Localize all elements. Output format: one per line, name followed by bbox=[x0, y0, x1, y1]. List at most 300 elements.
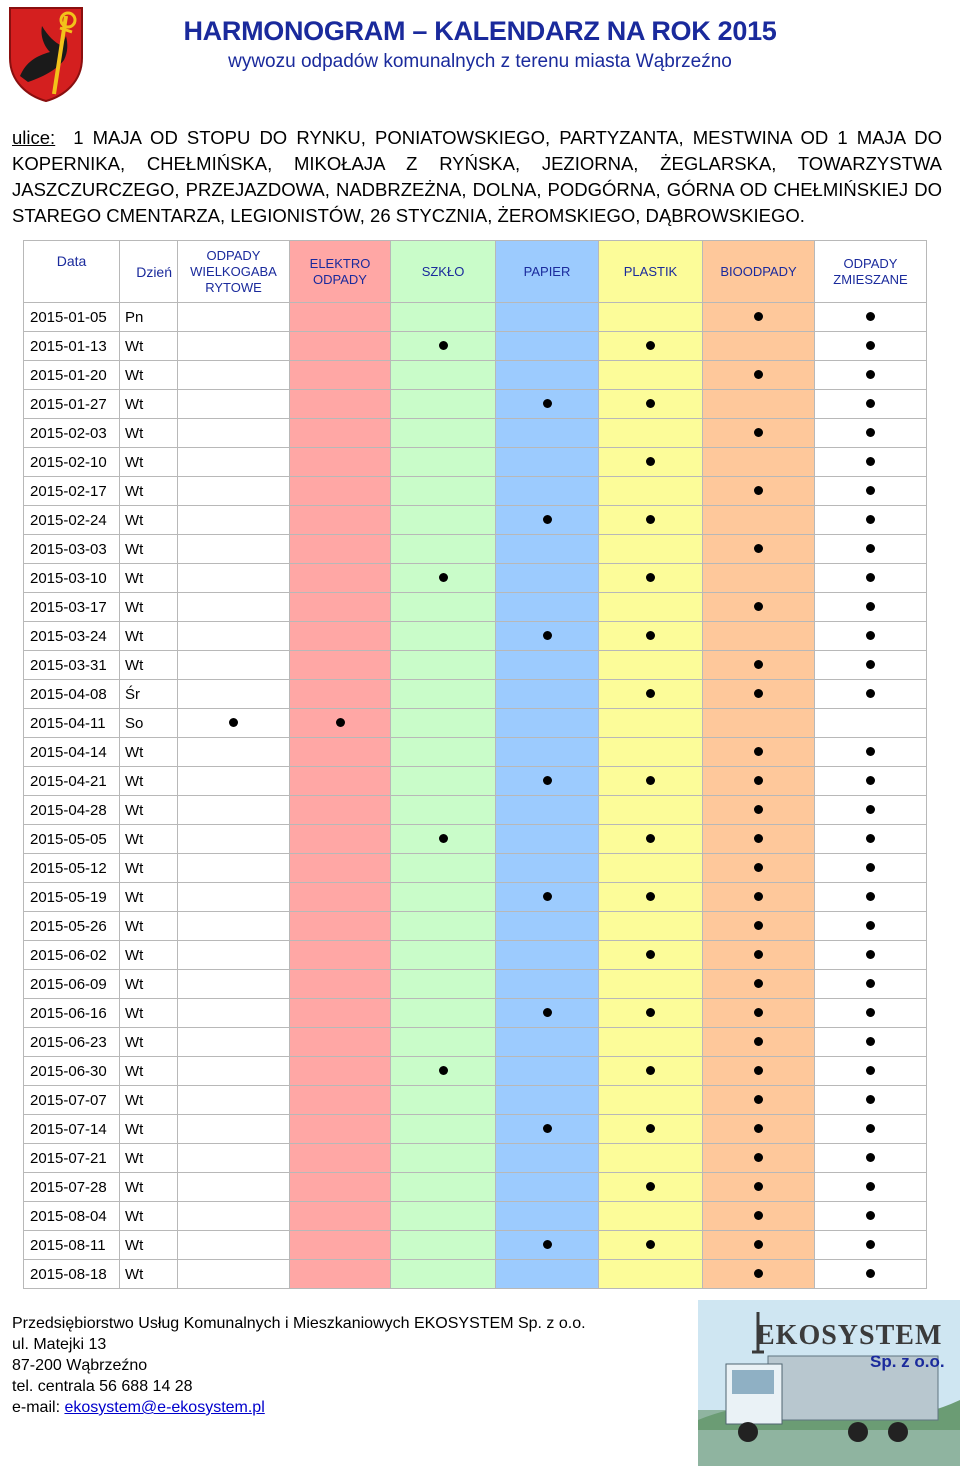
row-day: Wt bbox=[120, 1057, 178, 1086]
collection-marker-icon bbox=[543, 892, 552, 901]
collection-marker-icon bbox=[866, 1066, 875, 1075]
cell-wielkogabarytowe bbox=[178, 1202, 290, 1231]
cell-plastik bbox=[599, 709, 703, 738]
row-date: 2015-04-14 bbox=[24, 738, 120, 767]
cell-wielkogabarytowe bbox=[178, 767, 290, 796]
company-name: Przedsiębiorstwo Usług Komunalnych i Mieszkaniowych EKOSYSTEM Sp. z o.o. bbox=[12, 1315, 586, 1332]
collection-marker-icon bbox=[866, 776, 875, 785]
schedule-body bbox=[24, 303, 927, 1289]
cell-elektro bbox=[290, 1028, 391, 1057]
cell-wielkogabarytowe bbox=[178, 622, 290, 651]
cell-papier bbox=[496, 303, 599, 332]
cell-szklo bbox=[391, 361, 496, 390]
cell-bio bbox=[703, 1202, 815, 1231]
cell-zmieszane bbox=[815, 332, 927, 361]
collection-marker-icon bbox=[543, 399, 552, 408]
cell-zmieszane bbox=[815, 825, 927, 854]
cell-elektro bbox=[290, 912, 391, 941]
cell-bio bbox=[703, 1028, 815, 1057]
cell-bio bbox=[703, 419, 815, 448]
cell-szklo bbox=[391, 854, 496, 883]
logo-suffix: Sp. z o.o. bbox=[870, 1352, 945, 1371]
cell-bio bbox=[703, 564, 815, 593]
cell-zmieszane bbox=[815, 1231, 927, 1260]
collection-marker-icon bbox=[754, 747, 763, 756]
collection-marker-icon bbox=[866, 1211, 875, 1220]
cell-wielkogabarytowe bbox=[178, 332, 290, 361]
cell-plastik bbox=[599, 680, 703, 709]
cell-bio bbox=[703, 883, 815, 912]
table-row bbox=[24, 1173, 927, 1202]
collection-marker-icon bbox=[754, 689, 763, 698]
cell-elektro bbox=[290, 303, 391, 332]
cell-plastik bbox=[599, 1260, 703, 1289]
cell-wielkogabarytowe bbox=[178, 709, 290, 738]
header-data: Data bbox=[24, 241, 120, 303]
cell-bio bbox=[703, 477, 815, 506]
collection-marker-icon bbox=[754, 1153, 763, 1162]
cell-zmieszane bbox=[815, 506, 927, 535]
cell-zmieszane bbox=[815, 622, 927, 651]
cell-papier bbox=[496, 1173, 599, 1202]
collection-marker-icon bbox=[646, 1182, 655, 1191]
cell-szklo bbox=[391, 941, 496, 970]
table-row bbox=[24, 970, 927, 999]
row-day: Wt bbox=[120, 1028, 178, 1057]
collection-marker-icon bbox=[754, 1240, 763, 1249]
cell-zmieszane bbox=[815, 448, 927, 477]
row-day: Wt bbox=[120, 1173, 178, 1202]
cell-szklo bbox=[391, 593, 496, 622]
company-contact bbox=[12, 1313, 586, 1418]
cell-elektro bbox=[290, 448, 391, 477]
cell-plastik bbox=[599, 1115, 703, 1144]
cell-wielkogabarytowe bbox=[178, 680, 290, 709]
cell-elektro bbox=[290, 535, 391, 564]
cell-wielkogabarytowe bbox=[178, 1260, 290, 1289]
cell-zmieszane bbox=[815, 651, 927, 680]
row-date: 2015-06-02 bbox=[24, 941, 120, 970]
collection-marker-icon bbox=[646, 515, 655, 524]
cell-elektro bbox=[290, 738, 391, 767]
cell-plastik bbox=[599, 1144, 703, 1173]
cell-plastik bbox=[599, 970, 703, 999]
cell-bio bbox=[703, 1173, 815, 1202]
cell-szklo bbox=[391, 477, 496, 506]
cell-elektro bbox=[290, 1173, 391, 1202]
cell-bio bbox=[703, 941, 815, 970]
cell-plastik bbox=[599, 564, 703, 593]
cell-szklo bbox=[391, 651, 496, 680]
row-day: Wt bbox=[120, 1260, 178, 1289]
collection-marker-icon bbox=[866, 1124, 875, 1133]
cell-bio bbox=[703, 651, 815, 680]
company-street: ul. Matejki 13 bbox=[12, 1336, 107, 1353]
cell-wielkogabarytowe bbox=[178, 1057, 290, 1086]
cell-elektro bbox=[290, 883, 391, 912]
row-day: Śr bbox=[120, 680, 178, 709]
row-date: 2015-03-03 bbox=[24, 535, 120, 564]
table-row bbox=[24, 1028, 927, 1057]
cell-elektro bbox=[290, 361, 391, 390]
collection-marker-icon bbox=[646, 399, 655, 408]
row-date: 2015-05-05 bbox=[24, 825, 120, 854]
table-row bbox=[24, 622, 927, 651]
cell-zmieszane bbox=[815, 941, 927, 970]
row-day: Wt bbox=[120, 477, 178, 506]
cell-zmieszane bbox=[815, 854, 927, 883]
cell-bio bbox=[703, 825, 815, 854]
cell-zmieszane bbox=[815, 680, 927, 709]
cell-zmieszane bbox=[815, 361, 927, 390]
cell-papier bbox=[496, 999, 599, 1028]
cell-plastik bbox=[599, 883, 703, 912]
cell-bio bbox=[703, 332, 815, 361]
row-date: 2015-07-14 bbox=[24, 1115, 120, 1144]
email-label: e-mail: bbox=[12, 1399, 65, 1416]
row-date: 2015-05-26 bbox=[24, 912, 120, 941]
cell-bio bbox=[703, 303, 815, 332]
cell-szklo bbox=[391, 912, 496, 941]
collection-marker-icon bbox=[754, 1008, 763, 1017]
cell-elektro bbox=[290, 622, 391, 651]
cell-papier bbox=[496, 1231, 599, 1260]
cell-papier bbox=[496, 1115, 599, 1144]
collection-marker-icon bbox=[646, 950, 655, 959]
cell-elektro bbox=[290, 970, 391, 999]
table-row bbox=[24, 564, 927, 593]
cell-papier bbox=[496, 796, 599, 825]
cell-papier bbox=[496, 448, 599, 477]
row-date: 2015-02-10 bbox=[24, 448, 120, 477]
cell-zmieszane bbox=[815, 1260, 927, 1289]
row-date: 2015-03-17 bbox=[24, 593, 120, 622]
cell-papier bbox=[496, 1144, 599, 1173]
cell-wielkogabarytowe bbox=[178, 912, 290, 941]
cell-papier bbox=[496, 1028, 599, 1057]
cell-papier bbox=[496, 390, 599, 419]
collection-marker-icon bbox=[229, 718, 238, 727]
cell-plastik bbox=[599, 825, 703, 854]
collection-marker-icon bbox=[866, 312, 875, 321]
table-row bbox=[24, 477, 927, 506]
cell-wielkogabarytowe bbox=[178, 535, 290, 564]
collection-marker-icon bbox=[866, 544, 875, 553]
cell-bio bbox=[703, 1231, 815, 1260]
collection-marker-icon bbox=[646, 834, 655, 843]
row-date: 2015-06-16 bbox=[24, 999, 120, 1028]
cell-elektro bbox=[290, 767, 391, 796]
cell-plastik bbox=[599, 767, 703, 796]
table-row bbox=[24, 825, 927, 854]
cell-papier bbox=[496, 680, 599, 709]
email-link[interactable]: ekosystem@e-ekosystem.pl bbox=[64, 1399, 265, 1416]
row-date: 2015-01-27 bbox=[24, 390, 120, 419]
table-row bbox=[24, 1144, 927, 1173]
row-day: Wt bbox=[120, 1202, 178, 1231]
cell-bio bbox=[703, 970, 815, 999]
cell-zmieszane bbox=[815, 767, 927, 796]
collection-marker-icon bbox=[866, 1269, 875, 1278]
cell-zmieszane bbox=[815, 912, 927, 941]
collection-marker-icon bbox=[866, 370, 875, 379]
cell-plastik bbox=[599, 303, 703, 332]
row-day: Pn bbox=[120, 303, 178, 332]
cell-szklo bbox=[391, 825, 496, 854]
collection-marker-icon bbox=[754, 1124, 763, 1133]
row-date: 2015-03-10 bbox=[24, 564, 120, 593]
row-date: 2015-08-04 bbox=[24, 1202, 120, 1231]
cell-szklo bbox=[391, 1144, 496, 1173]
collection-marker-icon bbox=[646, 689, 655, 698]
collection-marker-icon bbox=[646, 1066, 655, 1075]
cell-elektro bbox=[290, 1086, 391, 1115]
cell-wielkogabarytowe bbox=[178, 651, 290, 680]
cell-szklo bbox=[391, 709, 496, 738]
cell-elektro bbox=[290, 680, 391, 709]
cell-bio bbox=[703, 361, 815, 390]
cell-papier bbox=[496, 564, 599, 593]
cell-zmieszane bbox=[815, 738, 927, 767]
cell-bio bbox=[703, 738, 815, 767]
collection-marker-icon bbox=[543, 1124, 552, 1133]
collection-marker-icon bbox=[439, 1066, 448, 1075]
cell-elektro bbox=[290, 1260, 391, 1289]
cell-elektro bbox=[290, 651, 391, 680]
collection-marker-icon bbox=[439, 341, 448, 350]
collection-marker-icon bbox=[866, 834, 875, 843]
cell-papier bbox=[496, 825, 599, 854]
cell-plastik bbox=[599, 419, 703, 448]
header-dzien: Dzień bbox=[120, 241, 178, 303]
cell-bio bbox=[703, 796, 815, 825]
cell-papier bbox=[496, 622, 599, 651]
table-row bbox=[24, 651, 927, 680]
row-day: Wt bbox=[120, 1144, 178, 1173]
cell-elektro bbox=[290, 1057, 391, 1086]
row-date: 2015-04-21 bbox=[24, 767, 120, 796]
table-row bbox=[24, 1057, 927, 1086]
collection-marker-icon bbox=[754, 834, 763, 843]
table-row bbox=[24, 448, 927, 477]
header-plastik: PLASTIK bbox=[599, 241, 703, 303]
page-header bbox=[180, 14, 780, 76]
cell-plastik bbox=[599, 535, 703, 564]
collection-marker-icon bbox=[866, 1153, 875, 1162]
cell-szklo bbox=[391, 1028, 496, 1057]
row-date: 2015-08-11 bbox=[24, 1231, 120, 1260]
cell-papier bbox=[496, 1260, 599, 1289]
table-row bbox=[24, 883, 927, 912]
cell-zmieszane bbox=[815, 1173, 927, 1202]
row-day: Wt bbox=[120, 970, 178, 999]
collection-marker-icon bbox=[754, 1037, 763, 1046]
cell-plastik bbox=[599, 332, 703, 361]
cell-papier bbox=[496, 1202, 599, 1231]
collection-marker-icon bbox=[866, 428, 875, 437]
cell-wielkogabarytowe bbox=[178, 1028, 290, 1057]
collection-marker-icon bbox=[336, 718, 345, 727]
header-papier: PAPIER bbox=[496, 241, 599, 303]
table-row bbox=[24, 680, 927, 709]
cell-plastik bbox=[599, 1086, 703, 1115]
collection-marker-icon bbox=[754, 776, 763, 785]
row-day: So bbox=[120, 709, 178, 738]
row-date: 2015-06-09 bbox=[24, 970, 120, 999]
collection-marker-icon bbox=[754, 950, 763, 959]
row-day: Wt bbox=[120, 419, 178, 448]
cell-plastik bbox=[599, 1231, 703, 1260]
cell-zmieszane bbox=[815, 564, 927, 593]
row-date: 2015-08-18 bbox=[24, 1260, 120, 1289]
row-date: 2015-06-30 bbox=[24, 1057, 120, 1086]
row-date: 2015-02-24 bbox=[24, 506, 120, 535]
cell-papier bbox=[496, 477, 599, 506]
schedule-table bbox=[23, 240, 927, 1289]
table-row bbox=[24, 767, 927, 796]
collection-marker-icon bbox=[866, 863, 875, 872]
table-row bbox=[24, 390, 927, 419]
collection-marker-icon bbox=[646, 892, 655, 901]
cell-elektro bbox=[290, 390, 391, 419]
collection-marker-icon bbox=[866, 573, 875, 582]
cell-zmieszane bbox=[815, 1028, 927, 1057]
cell-szklo bbox=[391, 999, 496, 1028]
cell-elektro bbox=[290, 796, 391, 825]
collection-marker-icon bbox=[866, 457, 875, 466]
cell-szklo bbox=[391, 303, 496, 332]
collection-marker-icon bbox=[866, 486, 875, 495]
cell-szklo bbox=[391, 1115, 496, 1144]
cell-plastik bbox=[599, 1173, 703, 1202]
cell-wielkogabarytowe bbox=[178, 854, 290, 883]
collection-marker-icon bbox=[754, 312, 763, 321]
header-row bbox=[24, 241, 927, 303]
cell-bio bbox=[703, 622, 815, 651]
cell-plastik bbox=[599, 622, 703, 651]
row-day: Wt bbox=[120, 825, 178, 854]
cell-bio bbox=[703, 709, 815, 738]
cell-wielkogabarytowe bbox=[178, 825, 290, 854]
collection-marker-icon bbox=[754, 660, 763, 669]
row-day: Wt bbox=[120, 390, 178, 419]
row-day: Wt bbox=[120, 593, 178, 622]
cell-papier bbox=[496, 767, 599, 796]
header-zmieszane: ODPADY ZMIESZANE bbox=[815, 241, 927, 303]
cell-wielkogabarytowe bbox=[178, 448, 290, 477]
cell-plastik bbox=[599, 506, 703, 535]
cell-zmieszane bbox=[815, 1086, 927, 1115]
cell-elektro bbox=[290, 332, 391, 361]
collection-marker-icon bbox=[754, 1182, 763, 1191]
cell-papier bbox=[496, 1086, 599, 1115]
company-email-line bbox=[12, 1397, 586, 1418]
cell-plastik bbox=[599, 941, 703, 970]
cell-bio bbox=[703, 912, 815, 941]
collection-marker-icon bbox=[646, 573, 655, 582]
collection-marker-icon bbox=[754, 428, 763, 437]
cell-szklo bbox=[391, 796, 496, 825]
collection-marker-icon bbox=[866, 1182, 875, 1191]
row-date: 2015-07-21 bbox=[24, 1144, 120, 1173]
table-row bbox=[24, 912, 927, 941]
cell-bio bbox=[703, 854, 815, 883]
cell-zmieszane bbox=[815, 390, 927, 419]
collection-marker-icon bbox=[866, 1095, 875, 1104]
cell-zmieszane bbox=[815, 1202, 927, 1231]
table-row bbox=[24, 332, 927, 361]
row-day: Wt bbox=[120, 332, 178, 361]
collection-marker-icon bbox=[866, 602, 875, 611]
row-day: Wt bbox=[120, 564, 178, 593]
collection-marker-icon bbox=[543, 776, 552, 785]
streets-label: ulice: bbox=[12, 127, 56, 148]
row-day: Wt bbox=[120, 854, 178, 883]
cell-wielkogabarytowe bbox=[178, 506, 290, 535]
table-row bbox=[24, 796, 927, 825]
row-date: 2015-02-03 bbox=[24, 419, 120, 448]
collection-marker-icon bbox=[646, 457, 655, 466]
cell-elektro bbox=[290, 854, 391, 883]
cell-plastik bbox=[599, 361, 703, 390]
cell-zmieszane bbox=[815, 999, 927, 1028]
header-wielkogabarytowe: ODPADY WIELKOGABA RYTOWE bbox=[178, 241, 290, 303]
cell-wielkogabarytowe bbox=[178, 1173, 290, 1202]
cell-szklo bbox=[391, 767, 496, 796]
cell-elektro bbox=[290, 1231, 391, 1260]
row-day: Wt bbox=[120, 1231, 178, 1260]
cell-bio bbox=[703, 1144, 815, 1173]
row-date: 2015-07-28 bbox=[24, 1173, 120, 1202]
cell-zmieszane bbox=[815, 535, 927, 564]
cell-papier bbox=[496, 941, 599, 970]
cell-wielkogabarytowe bbox=[178, 1086, 290, 1115]
collection-marker-icon bbox=[543, 1008, 552, 1017]
collection-marker-icon bbox=[439, 573, 448, 582]
cell-wielkogabarytowe bbox=[178, 593, 290, 622]
collection-marker-icon bbox=[439, 834, 448, 843]
cell-bio bbox=[703, 535, 815, 564]
collection-marker-icon bbox=[754, 1269, 763, 1278]
cell-bio bbox=[703, 448, 815, 477]
cell-papier bbox=[496, 738, 599, 767]
collection-marker-icon bbox=[866, 689, 875, 698]
collection-marker-icon bbox=[866, 950, 875, 959]
row-date: 2015-03-24 bbox=[24, 622, 120, 651]
cell-szklo bbox=[391, 1231, 496, 1260]
cell-wielkogabarytowe bbox=[178, 738, 290, 767]
collection-marker-icon bbox=[866, 979, 875, 988]
cell-wielkogabarytowe bbox=[178, 361, 290, 390]
cell-wielkogabarytowe bbox=[178, 564, 290, 593]
cell-szklo bbox=[391, 1086, 496, 1115]
row-day: Wt bbox=[120, 796, 178, 825]
header-szklo: SZKŁO bbox=[391, 241, 496, 303]
streets-list: 1 MAJA OD STOPU DO RYNKU, PONIATOWSKIEGO, PARTYZANTA, MESTWINA OD 1 MAJA DO KOPERNIKA, CHEŁMIŃSKA, MIKOŁAJA Z RYŃSKA, JEZIORNA, ŻEGLARSKA, TOWARZYSTWA JASZCZURCZEGO, PRZEJAZDOWA, NADBRZEŻNA, DOLNA, PODGÓRNA, GÓRNA OD CHEŁMIŃSKIEJ DO STAREGO CMENTARZA, LEGIONISTÓW, 26 STYCZNIA, ŻEROMSKIEGO, DĄBROWSKIEGO. bbox=[12, 127, 942, 226]
table-row bbox=[24, 419, 927, 448]
cell-bio bbox=[703, 1086, 815, 1115]
cell-papier bbox=[496, 1057, 599, 1086]
cell-szklo bbox=[391, 1057, 496, 1086]
cell-papier bbox=[496, 506, 599, 535]
cell-zmieszane bbox=[815, 593, 927, 622]
collection-marker-icon bbox=[646, 776, 655, 785]
cell-szklo bbox=[391, 332, 496, 361]
cell-plastik bbox=[599, 448, 703, 477]
cell-plastik bbox=[599, 1202, 703, 1231]
row-day: Wt bbox=[120, 535, 178, 564]
row-day: Wt bbox=[120, 506, 178, 535]
